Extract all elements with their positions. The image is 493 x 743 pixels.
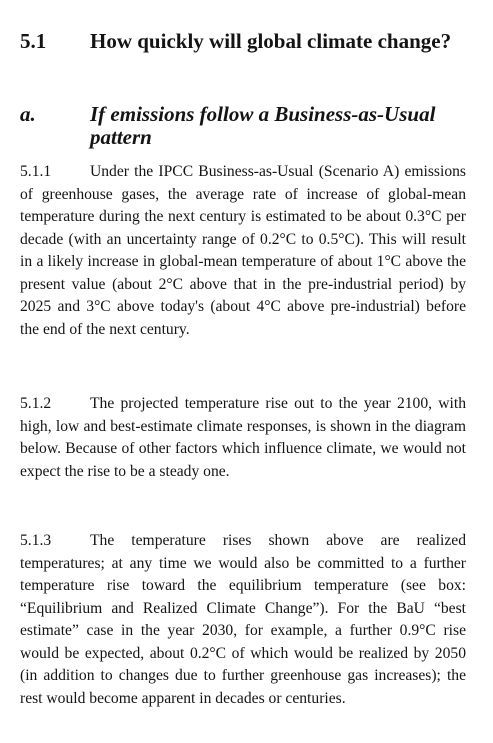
paragraph-5-1-1 — [20, 161, 466, 341]
paragraph-5-1-3 — [20, 530, 466, 710]
subsection-label: a. — [20, 102, 36, 126]
paragraph-text: The temperature rises shown above are realized temperatures; at any time we would also be committed to a further temperature rise toward the equilibrium temperature (see box: “Equilibrium and Realized Climate Change”). For the BaU “best estimate” case in the year 2030, for example, a further 0.9°C rise would be expected, about 0.2°C of which would be realized by 2050 (in addition to changes due to further greenhouse gas increases); the rest would become apparent in decades or centuries. — [20, 532, 466, 707]
paragraph-number: 5.1.2 — [20, 395, 52, 412]
paragraph-number: 5.1.1 — [20, 163, 52, 180]
paragraph-number: 5.1.3 — [20, 532, 52, 549]
section-number: 5.1 — [20, 29, 47, 53]
subsection-title: If emissions follow a Business-as-Usual pattern — [90, 102, 436, 149]
paragraph-text: Under the IPCC Business-as-Usual (Scenario A) emissions of greenhouse gases, the average rate of increase of global-mean temperature during the next century is estimated to be about 0.3°C per decade (with an uncertainty range of 0.2°C to 0.5°C). This will result in a likely increase in global-mean temperature of about 1°C above the present value (about 2°C above that in the pre-industrial period) by 2025 and 3°C above today's (about 4°C above pre-industrial) before the end of the next century. — [20, 163, 466, 338]
paragraph-text: The projected temperature rise out to the year 2100, with high, low and best-estimate climate responses, is shown in the diagram below. Because of other factors which influence climate, we would not expect the rise to be a steady one. — [20, 395, 466, 480]
paragraph-5-1-2 — [20, 393, 466, 483]
section-title: How quickly will global climate change? — [90, 29, 452, 53]
